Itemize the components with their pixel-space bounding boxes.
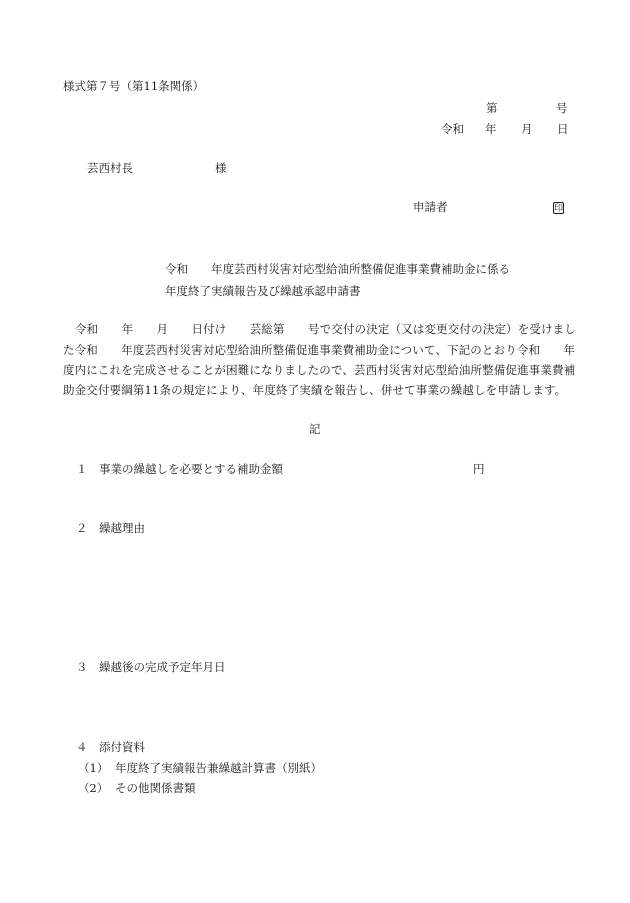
date-month: 月: [521, 122, 533, 136]
item-4-number: ４: [76, 740, 88, 754]
body-line-2: た令和 年度芸西村災害対応型給油所整備促進事業費補助金について、下記のとおり令和 年: [63, 343, 576, 357]
date-day: 日: [557, 122, 569, 136]
item-3-label: 繰越後の完成予定年月日: [99, 660, 226, 674]
doc-number-suffix: 号: [556, 101, 568, 115]
body-line-3: 度内にこれを完成させることが困難になりましたので、芸西村災害対応型給油所整備促進事業費補: [63, 363, 576, 377]
doc-number-prefix: 第: [486, 101, 498, 115]
attachment-2-number: （2）: [78, 781, 109, 795]
item-3-number: ３: [76, 660, 88, 674]
title-line-2: 年度終了実績報告及び繰越承認申請書: [165, 284, 361, 298]
ki-heading: 記: [309, 422, 321, 436]
attachment-1-label: 年度終了実績報告兼繰越計算書（別紙）: [115, 761, 322, 775]
attachment-2-label: その他関係書類: [115, 781, 196, 795]
applicant-label: 申請者: [413, 200, 448, 214]
item-2-label: 繰越理由: [99, 521, 145, 535]
body-line-4: 助金交付要綱第11条の規定により、年度終了実績を報告し、併せて事業の繰越しを申請します。: [63, 383, 567, 397]
date-era: 令和: [441, 122, 464, 136]
item-1-label: 事業の繰越しを必要とする補助金額: [99, 462, 283, 476]
title-line-1: 令和 年度芸西村災害対応型給油所整備促進事業費補助金に係る: [165, 262, 510, 276]
item-4-label: 添付資料: [99, 740, 145, 754]
item-2-number: ２: [76, 521, 88, 535]
body-line-1: 令和 年 月 日付け 芸総第 号で交付の決定（又は変更交付の決定）を受けまし: [75, 322, 576, 336]
addressee-name: 芸西村長: [87, 161, 133, 175]
form-label: 様式第７号（第11条関係）: [63, 79, 205, 93]
item-1-unit: 円: [473, 462, 485, 476]
addressee-honorific: 様: [215, 161, 227, 175]
attachment-1-number: （1）: [78, 761, 109, 775]
item-1-number: １: [76, 462, 88, 476]
seal-mark: 印: [554, 204, 564, 214]
date-year: 年: [485, 122, 497, 136]
